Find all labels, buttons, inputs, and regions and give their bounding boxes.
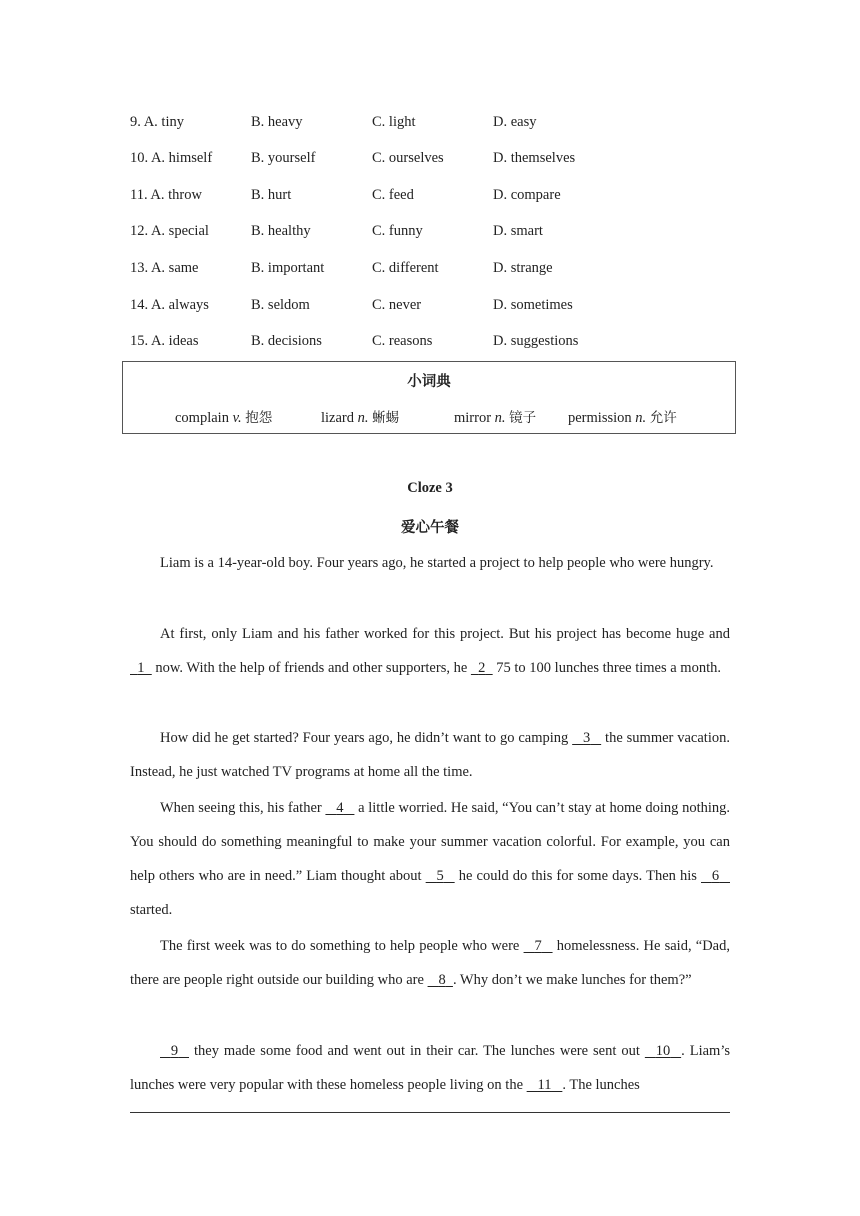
paragraph-3: How did he get started? Four years ago, he didn’t want to go camping 3 the summer vacation. Instead, he just watched TV programs at home all the time. [130,721,730,789]
vocab-pos: n. [494,410,506,426]
paragraph-2: At first, only Liam and his father worked for this project. But his project has become huge and 1 now. With the help of friends and other supporters, he 2 75 to 100 lunches three times a month. [130,617,730,685]
vocabulary-box [122,361,736,434]
option-b: B. important [251,260,325,276]
blank-6[interactable]: 6 [711,868,720,884]
vocab-word: mirror [454,410,492,426]
cloze-title: Cloze 3 [407,480,453,496]
option-a: 14. A. always [130,297,209,313]
blank-2[interactable]: 2 [478,660,486,676]
vocab-item [175,406,272,427]
blank-9[interactable]: 9 [170,1043,179,1059]
paragraph-4: When seeing this, his father 4 a little worried. He said, “You can’t stay at home doing nothing. You should do something meaningful to make your summer vacation colorful. For example, you can help others who are in need.” Liam thought about 5 he could do this for some days. Then his 6 started. [130,791,730,927]
paragraph-1: Liam is a 14-year-old boy. Four years ago, he started a project to help people who were hungry. [160,555,714,571]
option-d: D. themselves [493,150,576,166]
vocab-meaning: 镜子 [509,410,537,426]
paragraph-6: 9 they made some food and went out in their car. The lunches were sent out 10 . Liam’s lunches were very popular with these homeless people living on the 11 . The lunches [130,1034,730,1102]
vocab-word: lizard [321,410,355,426]
vocab-meaning: 蜥蜴 [372,410,400,426]
blank-10[interactable]: 10 [655,1043,671,1059]
blank-8[interactable]: 8 [438,972,446,988]
option-d: D. easy [493,114,537,130]
option-a: 12. A. special [130,223,209,239]
vocab-word: permission [568,410,632,426]
blank-11[interactable]: 11 [537,1077,552,1093]
paragraph-5: The first week was to do something to help people who were 7 homelessness. He said, “Dad, there are people right outside our building who are 8 . Why don’t we make lunches for them?” [130,929,730,997]
option-b: B. hurt [251,187,292,203]
vocab-item [454,406,536,427]
option-a: 10. A. himself [130,150,213,166]
option-c: C. light [372,114,416,130]
blank-3[interactable]: 3 [583,730,591,746]
option-c: C. feed [372,187,414,203]
option-c: C. ourselves [372,150,444,166]
vocab-word: complain [175,410,229,426]
option-d: D. strange [493,260,553,276]
option-c: C. different [372,260,439,276]
option-a: 9. A. tiny [130,114,184,130]
vocab-item [568,406,677,427]
option-b: B. yourself [251,150,316,166]
vocab-meaning: 允许 [649,410,677,426]
option-b: B. seldom [251,297,310,313]
blank-1[interactable]: 1 [137,660,145,676]
option-c: C. reasons [372,333,433,349]
vocab-pos: n. [357,410,369,426]
blank-4[interactable]: 4 [336,800,344,816]
option-a: 11. A. throw [130,187,202,203]
option-c: C. never [372,297,422,313]
option-c: C. funny [372,223,423,239]
option-b: B. decisions [251,333,322,349]
cloze-subtitle: 爱心午餐 [401,520,459,536]
option-a: 13. A. same [130,260,199,276]
option-d: D. suggestions [493,333,579,349]
option-d: D. compare [493,187,561,203]
blank-5[interactable]: 5 [436,868,444,884]
option-a: 15. A. ideas [130,333,199,349]
vocab-pos: v. [232,410,242,426]
vocabulary-title: 小词典 [407,374,451,390]
option-b: B. healthy [251,223,311,239]
vocab-meaning: 抱怨 [245,410,273,426]
footer-rule [130,1112,730,1113]
vocab-item [321,406,399,427]
option-d: D. sometimes [493,297,573,313]
option-d: D. smart [493,223,543,239]
blank-7[interactable]: 7 [534,938,542,954]
option-b: B. heavy [251,114,303,130]
vocab-pos: n. [635,410,647,426]
